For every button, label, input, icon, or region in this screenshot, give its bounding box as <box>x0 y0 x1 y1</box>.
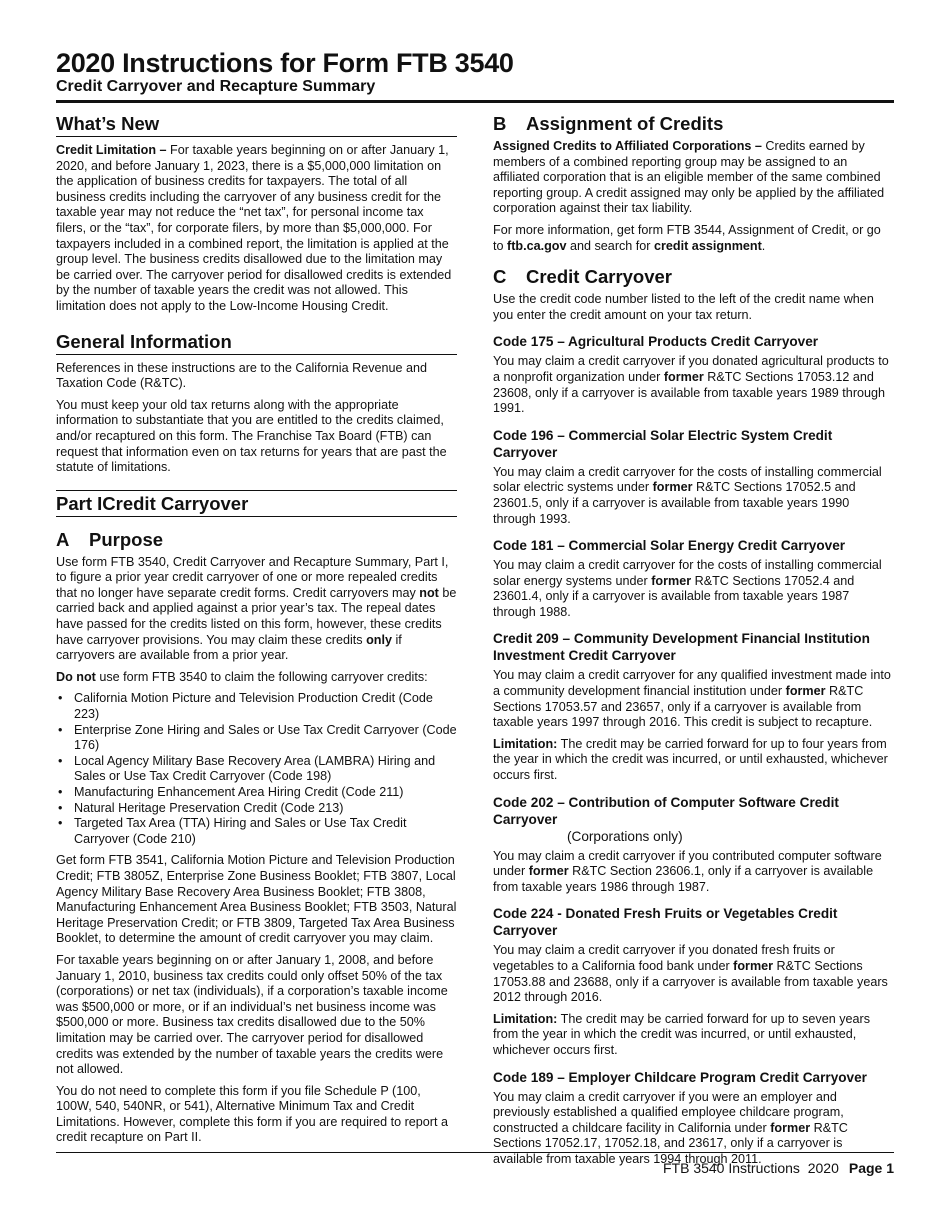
general-information-heading: General Information <box>56 331 457 355</box>
list-item: • California Motion Picture and Television Production Credit (Code 223) <box>58 691 433 722</box>
list-item: • Natural Heritage Preservation Credit (Code 213) <box>58 800 344 815</box>
left-column <box>56 113 457 1174</box>
code-181-heading: Code 181 – Commercial Solar Energy Credit Carryover <box>493 538 846 554</box>
body-text: For taxable years beginning on or after January 1, 2020, and before January 1, 2023, there is a $5,000,000 limitation on the application of business credits for taxpayers. The total of all business credits including the carryover of any business credit for the taxable year may not reduce the “net tax”, for personal income tax filers, or the “tax”, for corporate filers, by more than $5,000,000. For taxpayers included in a combined report, the limitation is applied at the group level. The business credits disallowed due to the limitation may be carried over. The carryover period for disallowed credits is extended by the number of taxable years the credit was not allowed. This limitation does not apply to the Low-Income Housing Credit. <box>56 143 452 313</box>
code-209-paragraph: You may claim a credit carryover for any qualified investment made into a community development financial institution under former R&TC Sections 17053.57 and 23657, only if a carryover is available from taxable years 1997 through 2016. This credit is subject to recapture. <box>493 668 891 730</box>
code-224-paragraph: You may claim a credit carryover if you donated fresh fruits or vegetables to a California food bank under former R&TC Sections 17053.88 and 23688, only if a carryover is available from taxable years 2012 through 2016. <box>493 943 888 1005</box>
code-209-limitation: Limitation: The credit may be carried forward for up to four years from the year in which the credit was incurred, or until exhausted, whichever occurs first. <box>493 736 888 783</box>
code-224-heading: Code 224 - Donated Fresh Fruits or Vegetables Credit Carryover <box>493 906 838 939</box>
credit-carryover-intro: Use the credit code number listed to the left of the credit name when you enter the credit amount on your tax return. <box>493 292 874 322</box>
code-189-paragraph: You may claim a credit carryover if you were an employer and previously established a qualified employee childcare program, constructed a childcare facility in California under former R&TC Sections 17052.17, 17052.18, and 23617, only if a carryover is available from taxable years 1994 through 2011. <box>493 1089 848 1166</box>
list-item: • Enterprise Zone Hiring and Sales or Use Tax Credit Carryover (Code 176) <box>58 722 457 753</box>
code-196-heading: Code 196 – Commercial Solar Electric System Credit Carryover <box>493 427 833 460</box>
lead-text: Credit Limitation – <box>56 143 167 157</box>
whats-new-paragraph <box>56 143 457 315</box>
part-title: Credit Carryover <box>102 492 249 514</box>
part-label: Part I <box>56 492 103 514</box>
list-item: • Manufacturing Enhancement Area Hiring Credit (Code 211) <box>58 785 404 799</box>
section-title: Purpose <box>89 528 164 550</box>
section-label: A <box>56 528 70 550</box>
code-175-paragraph: You may claim a credit carryover if you donated agricultural products to a nonprofit organization under former R&TC Sections 17053.12 and 23608, only if a carryover is available from taxable years 1989 through 1991. <box>493 354 889 416</box>
right-column <box>493 113 894 1174</box>
credit-carryover-heading: C Credit Carryover <box>493 266 673 288</box>
excluded-credits-list <box>56 691 457 847</box>
assignment-paragraph-1: Assigned Credits to Affiliated Corporations – Credits earned by members of a combined reporting group may be assigned to an affiliated corporation that is an eligible member of the same combined reporting group. A credit assigned may only be applied by the affiliated corporation against their tax liability. <box>493 139 885 216</box>
code-181-paragraph: You may claim a credit carryover for the costs of installing commercial solar energy systems under former R&TC Sections 17052.4 and 23601.4, only if a carryover is available from taxable years 1987 through 1988. <box>493 558 882 619</box>
part-1-heading <box>56 491 457 517</box>
purpose-paragraph-2: Do not use form FTB 3540 to claim the following carryover credits: <box>56 669 428 684</box>
code-202-paragraph: You may claim a credit carryover if you contributed computer software under former R&TC Section 23606.1, only if a carryover is available from taxable years 1986 through 1987. <box>493 848 882 894</box>
list-item: • Local Agency Military Base Recovery Area (LAMBRA) Hiring and Sales or Use Tax Credit Carryover (Code 198) <box>58 753 436 784</box>
assignment-paragraph-2: For more information, get form FTB 3544, Assignment of Credit, or go to ftb.ca.gov and search for credit assignment. <box>493 222 881 253</box>
footer-divider <box>56 1152 894 1153</box>
assignment-heading: B Assignment of Credits <box>493 113 724 134</box>
code-209-heading: Credit 209 – Community Development Financial Institution Investment Credit Carryover <box>493 631 870 664</box>
purpose-heading <box>56 529 457 551</box>
code-189-heading: Code 189 – Employer Childcare Program Credit Carryover <box>493 1069 867 1085</box>
code-175-heading: Code 175 – Agricultural Products Credit Carryover <box>493 334 819 350</box>
general-info-paragraph-2: You must keep your old tax returns along with the appropriate information to substantiate that you are entitled to the credits claimed, and/or recaptured on this form. The Franchise Tax Board (FTB) can request that information even on tax returns for years that are past the statute of limitations. <box>56 397 447 475</box>
page-footer <box>663 1160 894 1176</box>
document-page <box>56 48 894 1174</box>
purpose-paragraph-3: Get form FTB 3541, California Motion Picture and Television Production Credit; FTB 3805Z, Enterprise Zone Business Booklet; FTB 3807, Local Agency Military Base Recovery Area Business Booklet; FTB 3808, Manufacturing Enhancement Area Business Booklet; FTB 3503, Natural Heritage Preservation Credit; or FTB 3809, Targeted Tax Area Business Booklet, to determine the amount of credit carryover you may claim. <box>56 853 457 946</box>
whats-new-heading: What’s New <box>56 113 457 137</box>
list-item: • Targeted Tax Area (TTA) Hiring and Sales or Use Tax Credit Carryover (Code 210) <box>58 816 407 846</box>
purpose-paragraph-5: You do not need to complete this form if you file Schedule P (100, 100W, 540, 540NR, or 541), Alternative Minimum Tax and Credit Limitations. However, complete this form if you are required to report a credit recapture on Part II. <box>56 1083 448 1145</box>
general-info-paragraph-1: References in these instructions are to the California Revenue and Taxation Code (R&TC). <box>56 360 428 391</box>
footer-form-label: FTB 3540 Instructions 2020 <box>662 1160 839 1176</box>
document-subtitle: Credit Carryover and Recapture Summary <box>56 78 376 95</box>
purpose-paragraph-4: For taxable years beginning on or after January 1, 2008, and before January 1, 2010, business tax credits could only offset 50% of the tax (corporations) or net tax (individuals), if a corporation’s taxable income was $500,000 or more, or if an individual’s net business income was $500,000 or more. Business tax credits disallowed due to the 50% limitation may be carried over. The carryover period for disallowed credits was extended by the number of taxable years the credits were not allowed. <box>56 952 448 1077</box>
code-196-paragraph: You may claim a credit carryover for the costs of installing commercial solar electric systems under former R&TC Sections 17052.5 and 23601.5, only if a carryover is available from taxable years 1990 through 1993. <box>493 464 882 526</box>
document-title: 2020 Instructions for Form FTB 3540 <box>56 48 514 78</box>
code-224-limitation: Limitation: The credit may be carried forward for up to seven years from the year in which the credit was incurred, or until exhausted, whichever occurs first. <box>493 1011 871 1057</box>
page-number: Page 1 <box>848 1160 894 1176</box>
title-divider <box>56 100 894 103</box>
purpose-paragraph-1: Use form FTB 3540, Credit Carryover and Recapture Summary, Part I, to figure a prior year credit carryover of one or more repealed credits that no longer have separate credit forms. Credit carryovers may not be carried back and applied against a prior year’s tax. The repeal dates have passed for the credits listed on this form, however, these credits have carryover provisions. You may claim these credits only if carryovers are available from a prior year. <box>56 554 457 663</box>
code-202-heading: Code 202 – Contribution of Computer Software Credit Carryover (Corporations only) <box>493 794 839 844</box>
